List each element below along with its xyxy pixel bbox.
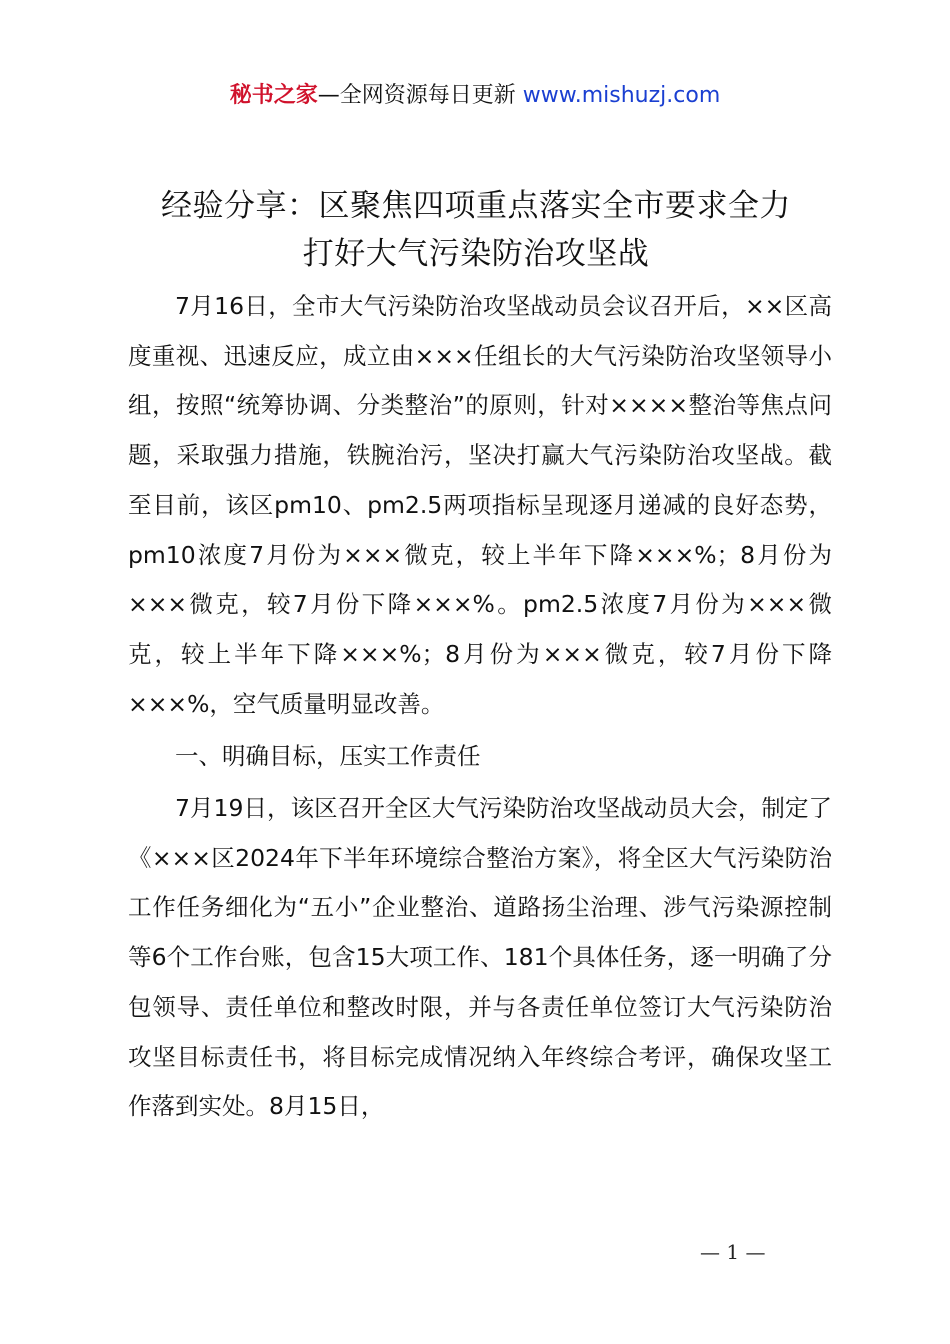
site-tagline: 全网资源每日更新 [339, 83, 516, 108]
header-separator: — [317, 83, 340, 108]
site-url-link[interactable]: www.mishuzj.com [522, 83, 721, 108]
document-title-line-2: 打好大气污染防治攻坚战 [302, 236, 650, 272]
paragraph-intro: 7月16日，全市大气污染防治攻坚战动员会议召开后，××区高度重视、迅速反应，成立由×××任组长的大气污染防治攻坚领导小组，按照“统筹协调、分类整治”的原则，针对××××整治等焦点问题，采取强力措施，铁腕治污，坚决打赢大气污染防治攻坚战。截至目前，该区pm10、pm2.5两项指标呈现逐月递减的良好态势，pm10浓度7月份为×××微克，较上半年下降×××%；8月份为×××微克，较7月份下降×××%。pm2.5浓度7月份为×××微克，较上半年下降×××%；8月份为×××微克，较7月份下降×××%，空气质量明显改善。 [128, 292, 832, 718]
document-title [120, 182, 832, 278]
document-body [128, 282, 832, 1132]
paragraph-section-1: 7月19日，该区召开全区大气污染防治攻坚战动员大会，制定了《×××区2024年下半年环境综合整治方案》，将全区大气污染防治工作任务细化为“五小”企业整治、道路扬尘治理、涉气污染源控制等6个工作台账，包含15大项工作、181个具体任务，逐一明确了分包领导、责任单位和整改时限，并与各责任单位签订大气污染防治攻坚目标责任书，将目标完成情况纳入年终综合考评，确保攻坚工作落到实处。8月15日， [128, 794, 832, 1121]
page-number: — 1 — [700, 1240, 766, 1264]
section-heading-1: 一、明确目标，压实工作责任 [175, 742, 481, 771]
site-header [0, 80, 950, 112]
document-title-line-1: 经验分享：区聚焦四项重点落实全市要求全力 [161, 188, 791, 224]
site-brand: 秘书之家 [229, 83, 318, 108]
